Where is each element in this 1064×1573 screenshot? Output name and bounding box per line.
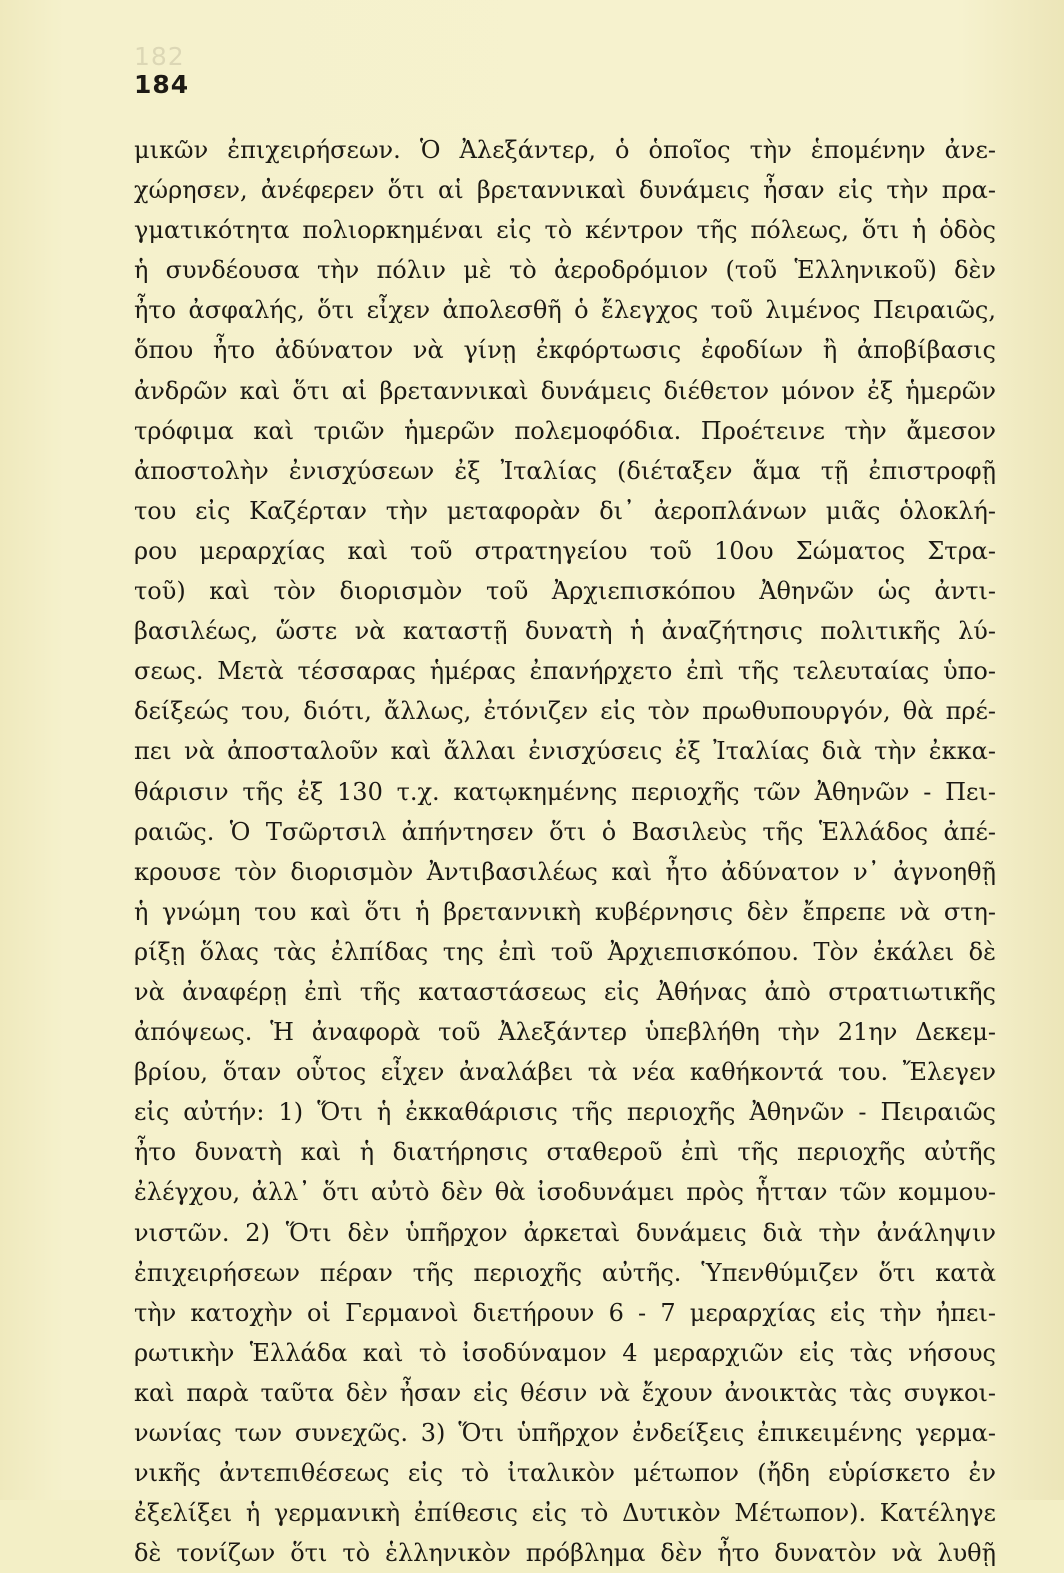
text-line: ἦτο δυνατὴ καὶ ἡ διατήρησις σταθεροῦ ἐπὶ τῆς περιοχῆς αὐτῆς: [134, 1138, 996, 1167]
text-line: ἐξελίξει ἡ γερμανικὴ ἐπίθεσις εἰς τὸ Δυτικὸν Μέτωπον). Κατέληγε: [134, 1499, 996, 1528]
text-line: νικῆς ἀντεπιθέσεως εἰς τὸ ἰταλικὸν μέτωπον (ἤδη εὑρίσκετο ἐν: [134, 1459, 996, 1488]
body-text: [134, 130, 996, 1573]
text-line: ραιῶς. Ὁ Τσῶρτσιλ ἀπήντησεν ὅτι ὁ Βασιλεὺς τῆς Ἑλλάδος ἀπέ-: [134, 817, 996, 846]
text-line: δὲ τονίζων ὅτι τὸ ἑλληνικὸν πρόβλημα δὲν ἦτο δυνατὸν νὰ λυθῇ: [134, 1539, 996, 1568]
text-line: νιστῶν. 2) Ὅτι δὲν ὑπῆρχον ἀρκεταὶ δυνάμεις διὰ τὴν ἀνάληψιν: [134, 1218, 996, 1247]
text-line: χώρησεν, ἀνέφερεν ὅτι αἱ βρεταννικαὶ δυνάμεις ἦσαν εἰς τὴν πρα-: [134, 176, 996, 205]
text-line: ρου μεραρχίας καὶ τοῦ στρατηγείου τοῦ 10ου Σώματος Στρα-: [134, 536, 996, 565]
bleed-through-page-number: 182: [134, 42, 185, 71]
text-line: δείξεώς του, διότι, ἄλλως, ἐτόνιζεν εἰς τὸν πρωθυπουργόν, θὰ πρέ-: [134, 697, 996, 726]
text-line: ρίξῃ ὅλας τὰς ἐλπίδας της ἐπὶ τοῦ Ἀρχιεπισκόπου. Τὸν ἐκάλει δὲ: [134, 937, 996, 966]
text-line: ἡ γνώμη του καὶ ὅτι ἡ βρεταννικὴ κυβέρνησις δὲν ἔπρεπε νὰ στη-: [134, 897, 996, 926]
text-line: βρίου, ὅταν οὗτος εἶχεν ἀναλάβει τὰ νέα καθήκοντά του. Ἔλεγεν: [134, 1058, 996, 1087]
text-line: κρουσε τὸν διορισμὸν Ἀντιβασιλέως καὶ ἦτο ἀδύνατον ν᾽ ἀγνοηθῇ: [134, 857, 996, 886]
text-line: τοῦ) καὶ τὸν διορισμὸν τοῦ Ἀρχιεπισκόπου Ἀθηνῶν ὡς ἀντι-: [134, 577, 996, 606]
page-number: 184: [134, 70, 190, 99]
text-line: πει νὰ ἀποσταλοῦν καὶ ἄλλαι ἐνισχύσεις ἐξ Ἰταλίας διὰ τὴν ἐκκα-: [134, 737, 996, 766]
text-line: ἀποστολὴν ἐνισχύσεων ἐξ Ἰταλίας (διέταξεν ἅμα τῇ ἐπιστροφῇ: [134, 456, 996, 485]
text-line: νὰ ἀναφέρῃ ἐπὶ τῆς καταστάσεως εἰς Ἀθήνας ἀπὸ στρατιωτικῆς: [134, 977, 996, 1006]
text-line: θάρισιν τῆς ἐξ 130 τ.χ. κατῳκημένης περιοχῆς τῶν Ἀθηνῶν - Πει-: [134, 777, 996, 806]
text-line: εἰς αὐτήν: 1) Ὅτι ἡ ἐκκαθάρισις τῆς περιοχῆς Ἀθηνῶν - Πειραιῶς: [134, 1098, 996, 1127]
text-line: νωνίας των συνεχῶς. 3) Ὅτι ὑπῆρχον ἐνδείξεις ἐπικειμένης γερμα-: [134, 1419, 996, 1447]
text-line: μικῶν ἐπιχειρήσεων. Ὁ Ἀλεξάντερ, ὁ ὁποῖος τὴν ἑπομένην ἀνε-: [134, 136, 996, 164]
text-line: ἦτο ἀσφαλής, ὅτι εἶχεν ἀπολεσθῆ ὁ ἔλεγχος τοῦ λιμένος Πειραιῶς,: [134, 296, 996, 325]
text-line: βασιλέως, ὥστε νὰ καταστῇ δυνατὴ ἡ ἀναζήτησις πολιτικῆς λύ-: [134, 617, 996, 646]
text-line: σεως. Μετὰ τέσσαρας ἡμέρας ἐπανήρχετο ἐπὶ τῆς τελευταίας ὑπο-: [134, 657, 996, 686]
text-line: τρόφιμα καὶ τριῶν ἡμερῶν πολεμοφόδια. Προέτεινε τὴν ἄμεσον: [134, 416, 996, 445]
text-line: ὅπου ἦτο ἀδύνατον νὰ γίνῃ ἐκφόρτωσις ἐφοδίων ἢ ἀποβίβασις: [134, 336, 996, 365]
text-line: καὶ παρὰ ταῦτα δὲν ἦσαν εἰς θέσιν νὰ ἔχουν ἀνοικτὰς τὰς συγκοι-: [134, 1378, 996, 1407]
text-line: ἡ συνδέουσα τὴν πόλιν μὲ τὸ ἀεροδρόμιον (τοῦ Ἑλληνικοῦ) δὲν: [134, 256, 996, 285]
text-line: γματικότητα πολιορκημέναι εἰς τὸ κέντρον τῆς πόλεως, ὅτι ἡ ὁδὸς: [134, 216, 996, 245]
text-line: ἐπιχειρήσεων πέραν τῆς περιοχῆς αὐτῆς. Ὑπενθύμιζεν ὅτι κατὰ: [134, 1258, 996, 1287]
text-line: ἐλέγχου, ἀλλ᾽ ὅτι αὐτὸ δὲν θὰ ἰσοδυνάμει πρὸς ἧτταν τῶν κομμου-: [134, 1178, 996, 1207]
text-line: του εἰς Καζέρταν τὴν μεταφορὰν δι᾽ ἀεροπλάνων μιᾶς ὁλοκλή-: [134, 496, 996, 525]
text-line: ἀνδρῶν καὶ ὅτι αἱ βρεταννικαὶ δυνάμεις διέθετον μόνον ἐξ ἡμερῶν: [134, 376, 996, 405]
text-line: ἀπόψεως. Ἡ ἀναφορὰ τοῦ Ἀλεξάντερ ὑπεβλήθη τὴν 21ην Δεκεμ-: [134, 1018, 996, 1047]
text-line: τὴν κατοχὴν οἱ Γερμανοὶ διετήρουν 6 - 7 μεραρχίας εἰς τὴν ἠπει-: [134, 1298, 996, 1327]
text-line: ρωτικὴν Ἑλλάδα καὶ τὸ ἰσοδύναμον 4 μεραρχιῶν εἰς τὰς νήσους: [134, 1338, 996, 1367]
